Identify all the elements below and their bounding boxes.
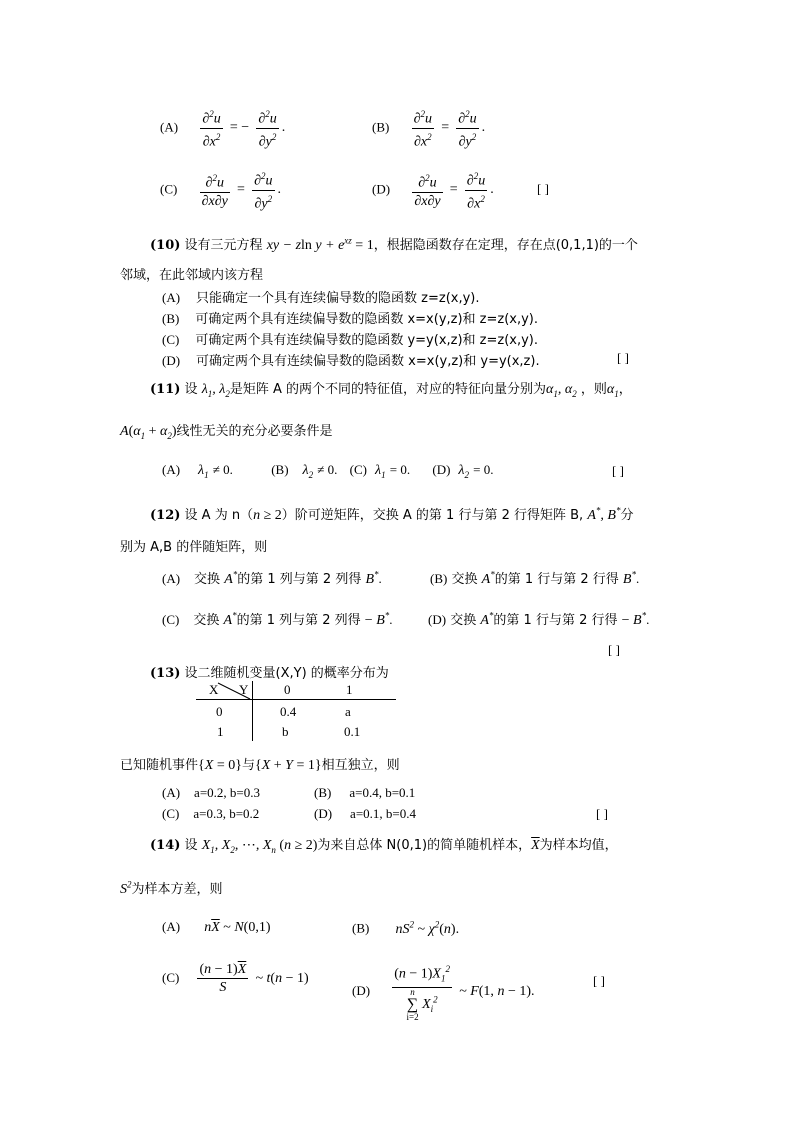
question-number: (13) [150,666,181,681]
fraction: $\frac{\partial^2u}{\partial x\partial y}$ [200,170,230,210]
q13-col-header: 1 [346,682,353,697]
fraction: $\frac{\partial^2u}{\partial y^2}$ [456,106,478,150]
q13-cell: 0.1 [344,724,361,739]
q13-corner-y: Y [239,682,249,697]
fraction: $\frac{\partial^2u}{\partial x^2}$ [412,106,434,150]
q12-option-b[interactable]: (B) 交换 A*的第 1 行与第 2 行得 B*. [430,569,640,587]
q11-option-c[interactable]: (C) $\lambda_1 = 0$. [349,462,411,480]
relation: = [449,182,458,198]
q13-corner-x: X [209,682,219,697]
question-number: (14) [150,838,181,853]
q13-cell: b [282,724,289,739]
q10-stem-line2: 邻域，在此邻域内该方程 [120,268,264,283]
q13-cell: 0.4 [280,704,297,719]
q10-answer-bracket[interactable]: [ ] [617,350,629,365]
question-number: (12) [150,508,181,523]
q14-stem: (14) 设 $X_1$, $X_2$, ⋯, $X_n$ (n ≥ 2)为来自总体 N(0,1)的简单随机样本，$\overline{X}$为样本均值， [150,838,618,855]
q11-options-row [162,462,493,480]
q13-row-header: 1 [217,724,224,739]
relation: = [237,182,245,198]
q10-option-b[interactable]: (B) 可确定两个具有连续偏导数的隐函数 x=x(y,z)和 z=z(x,y). [162,311,539,327]
fraction: $\frac{\partial^2u}{\partial y^2}$ [256,106,278,150]
q10-option-d[interactable]: (D) 可确定两个具有连续偏导数的隐函数 x=x(y,z)和 y=y(x,z). [162,353,540,369]
q10-stem: (10) 设有三元方程 xy − zln $y + e^{xz} = 1$，根据隐函数存在定理，存在点(0,1,1)的一个 [150,235,638,253]
q13-option-d[interactable]: (D) a=0.1, b=0.4 [314,806,416,821]
q13-cell: a [345,704,351,719]
q9-option-b[interactable]: (B) $\frac{\partial^2u}{\partial x^2}$ = $\frac{\partial^2u}{\partial y^2}$ . [372,106,488,150]
relation: = [441,120,450,136]
q9-option-a[interactable]: (A) $\frac{\partial^2u}{\partial x^2}$ = − $\frac{\partial^2u}{\partial y^2}$ . [160,106,288,150]
q12-option-c[interactable]: (C) 交换 A*的第 1 列与第 2 列得 − B*. [162,610,393,628]
equation: xy − zln $y + e^{xz} = 1$ [266,235,374,253]
q9-answer-bracket[interactable]: [ ] [537,181,549,196]
q9-option-c[interactable]: (C) $\frac{\partial^2u}{\partial x\partial y}$ = $\frac{\partial^2u}{\partial y^2}$ . [160,168,284,212]
option-label: (A) [160,119,179,135]
q12-answer-bracket[interactable]: [ ] [608,642,620,657]
q13-answer-bracket[interactable]: [ ] [596,806,608,821]
fraction: $\frac{\partial^2u}{\partial x\partial y}$ [412,170,442,210]
q12-stem-line2: 别为 A,B 的伴随矩阵，则 [120,540,268,555]
q14-option-a[interactable]: (A) $n\overline{X}$ ~ N(0,1) [162,919,271,935]
q14-option-d[interactable]: (D) $(n - 1)X_1^2$ n ∑ i=2 $X_i^2$ ~ F(1, n − 1). [352,961,538,1022]
q11-answer-bracket[interactable]: [ ] [612,463,624,478]
q14-option-c[interactable]: (C) $\frac{(n - 1)\overline{X}}{S}$ ~ t(n − 1) [162,962,309,995]
q12-option-d[interactable]: (D) 交换 A*的第 1 行与第 2 行得 − B*. [428,610,650,628]
q13-option-b[interactable]: (B) a=0.4, b=0.1 [314,785,416,800]
q11-option-a[interactable]: (A) $\lambda_1 \ne 0$. [162,462,233,480]
q13-row-header: 0 [216,704,223,719]
fraction: $\frac{\partial^2u}{\partial x^2}$ [200,106,222,150]
relation: = − [229,120,250,136]
option-label: (D) [372,181,391,197]
q14-option-b[interactable]: (B) $nS^2$ ~ $\chi^2(n)$. [352,919,460,937]
q11-stem-line2: $A(\alpha_1 + \alpha_2)$线性无关的充分必要条件是 [120,424,333,441]
q13-option-a[interactable]: (A) a=0.2, b=0.3 [162,785,260,800]
q13-stem: (13) 设二维随机变量(X,Y) 的概率分布为 [150,666,389,681]
q13-col-header: 0 [284,682,291,697]
fraction: $\frac{(n - 1)\overline{X}}{S}$ [199,962,247,995]
q13-condition: 已知随机事件{X = 0}与{X + Y = 1}相互独立，则 [120,758,400,773]
q14-answer-bracket[interactable]: [ ] [593,973,605,988]
q10-option-a[interactable]: (A) 只能确定一个具有连续偏导数的隐函数 z=z(x,y). [162,290,480,306]
fraction: $\frac{\partial^2u}{\partial y^2}$ [252,168,274,212]
q11-option-b[interactable]: (B) $\lambda_2 \ne 0$. [271,462,338,480]
q12-option-a[interactable]: (A) 交换 A*的第 1 列与第 2 列得 B*. [162,569,382,587]
q11-option-d[interactable]: (D) $\lambda_2 = 0$. [432,462,494,480]
q10-option-c[interactable]: (C) 可确定两个具有连续偏导数的隐函数 y=y(x,z)和 z=z(x,y). [162,332,539,348]
option-label: (C) [160,181,178,197]
question-number: (11) [150,382,181,397]
q13-option-c[interactable]: (C) a=0.3, b=0.2 [162,806,260,821]
option-label: (B) [372,119,390,135]
q14-stem-line2: $S^2$为样本方差，则 [120,879,223,897]
q9-option-d[interactable]: (D) $\frac{\partial^2u}{\partial x\partial y}$ = $\frac{\partial^2u}{\partial x^2}$ . [372,168,497,212]
fraction: $(n - 1)X_1^2$ n ∑ i=2 $X_i^2$ [392,961,452,1022]
question-number: (10) [150,238,181,253]
q12-stem: (12) 设 A 为 n（n ≥ 2）阶可逆矩阵，交换 A 的第 1 行与第 2 行得矩阵 B, A*, B*分 [150,505,634,523]
q11-stem: (11) 设 $\lambda_1$, $\lambda_2$是矩阵 A 的两个不同的特征值，对应的特征向量分别为$\alpha_1$, $\alpha_2$ ，则$\alpha_1$， [150,382,632,399]
fraction: $\frac{\partial^2u}{\partial x^2}$ [465,168,487,212]
